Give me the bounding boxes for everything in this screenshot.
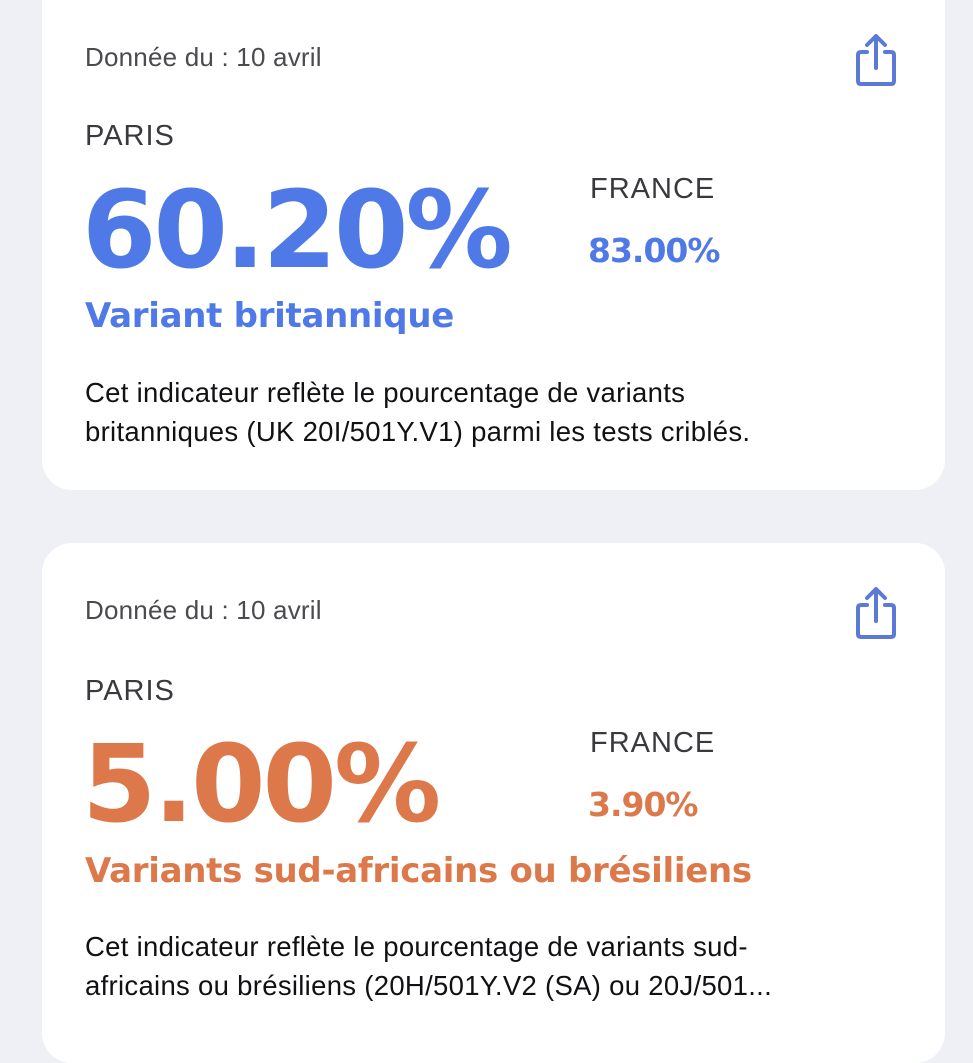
national-value: 83.00% [588,231,720,270]
description-line: africains ou brésiliens (20H/501Y.V2 (SA) ou 20J/501... [85,970,773,1001]
local-value: 60.20% [82,169,510,293]
description-line: Cet indicateur reflète le pourcentage de variants sud- [85,931,748,962]
share-button[interactable] [852,32,900,88]
description-line: Cet indicateur reflète le pourcentage de variants [85,377,686,408]
indicator-card-sa-br-variants[interactable] [42,543,945,1063]
share-icon [852,585,900,641]
indicator-card-uk-variant[interactable] [42,0,945,490]
description-line: britanniques (UK 20I/501Y.V1) parmi les tests criblés. [85,416,751,447]
indicator-title: Variants sud-africains ou brésiliens [85,851,752,891]
data-date: Donnée du : 10 avril [85,595,322,625]
national-label: FRANCE [590,173,716,205]
local-area-label: PARIS [85,120,175,152]
local-area-label: PARIS [85,675,175,707]
indicator-description [85,927,905,1005]
data-date: Donnée du : 10 avril [85,42,322,72]
indicator-title: Variant britannique [85,296,454,336]
indicator-description [85,373,905,451]
local-value: 5.00% [82,723,439,847]
national-label: FRANCE [590,727,716,759]
share-icon [852,32,900,88]
national-value: 3.90% [588,785,698,824]
share-button[interactable] [852,585,900,641]
